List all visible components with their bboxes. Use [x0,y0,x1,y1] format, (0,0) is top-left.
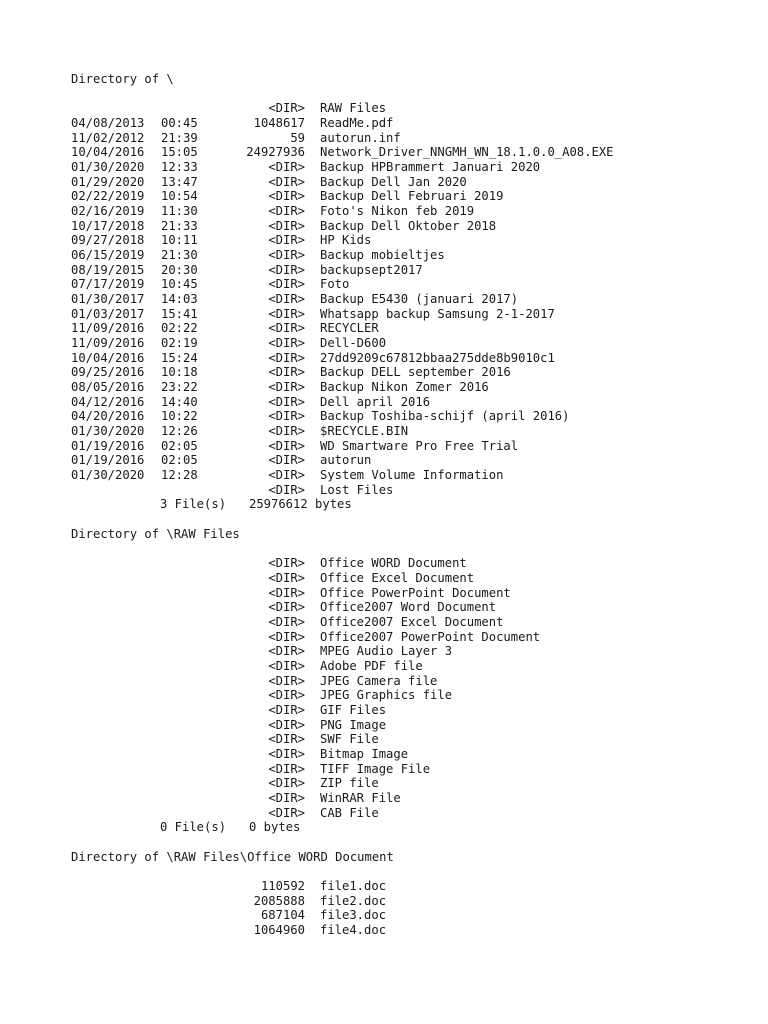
entry-name: Office2007 PowerPoint Document [320,629,541,644]
listing-row [71,556,751,571]
blank-line [71,864,751,879]
listing-row [71,233,751,248]
listing-row [71,204,751,219]
entry-date: 11/09/2016 [71,321,145,336]
entry-name: backupsept2017 [320,262,423,277]
entry-name: Backup E5430 (januari 2017) [320,292,519,307]
file-count: 0 File(s) [160,820,227,835]
entry-date: 11/02/2012 [71,130,145,145]
listing-row [71,292,751,307]
dir-marker: <DIR> [268,262,305,277]
total-bytes: 0 bytes [249,820,301,835]
listing-row [71,923,751,938]
entry-time: 12:33 [161,160,198,175]
entry-name: PNG Image [320,717,387,732]
entry-name: TIFF Image File [320,761,431,776]
dir-marker: <DIR> [268,380,305,395]
directory-header-text: Directory of \RAW Files [71,526,240,541]
dir-marker: <DIR> [268,614,305,629]
entry-date: 01/30/2020 [71,160,145,175]
entry-time: 13:47 [161,174,198,189]
entry-time: 00:45 [161,116,198,131]
entry-size: 2085888 [253,893,305,908]
entry-date: 09/27/2018 [71,233,145,248]
directory-header [71,527,751,542]
entry-date: 11/09/2016 [71,336,145,351]
dir-marker: <DIR> [268,746,305,761]
entry-time: 10:11 [161,233,198,248]
listing-row [71,747,751,762]
entry-name: Office2007 Word Document [320,600,497,615]
listing-row [71,439,751,454]
entry-name: ZIP file [320,776,379,791]
dir-marker: <DIR> [268,776,305,791]
entry-date: 10/04/2016 [71,145,145,160]
listing-row [71,908,751,923]
listing-row [71,424,751,439]
listing-row [71,600,751,615]
entry-date: 08/05/2016 [71,380,145,395]
dir-marker: <DIR> [268,306,305,321]
entry-date: 01/03/2017 [71,306,145,321]
dir-marker: <DIR> [268,218,305,233]
entry-time: 15:05 [161,145,198,160]
listing-row [71,380,751,395]
listing-row [71,453,751,468]
blank-line [71,542,751,557]
entry-name: $RECYCLE.BIN [320,424,409,439]
listing-row [71,762,751,777]
listing-row [71,160,751,175]
entry-name: Backup mobieltjes [320,248,445,263]
entry-name: file2.doc [320,893,387,908]
dir-marker: <DIR> [268,409,305,424]
entry-date: 01/19/2016 [71,453,145,468]
entry-date: 02/22/2019 [71,189,145,204]
entry-time: 21:30 [161,248,198,263]
listing-row [71,409,751,424]
listing-row [71,571,751,586]
entry-date: 01/30/2017 [71,292,145,307]
entry-name: 27dd9209c67812bbaa275dde8b9010c1 [320,350,555,365]
listing-row [71,732,751,747]
entry-date: 08/19/2015 [71,262,145,277]
entry-date: 02/16/2019 [71,204,145,219]
summary-row [71,497,751,512]
entry-time: 21:33 [161,218,198,233]
listing-row [71,219,751,234]
entry-name: JPEG Graphics file [320,688,453,703]
entry-name: autorun.inf [320,130,401,145]
entry-name: Backup DELL september 2016 [320,365,511,380]
dir-marker: <DIR> [268,248,305,263]
listing-row [71,189,751,204]
entry-name: Office PowerPoint Document [320,585,511,600]
summary-row [71,820,751,835]
dir-marker: <DIR> [268,761,305,776]
listing-row [71,263,751,278]
entry-name: SWF File [320,732,379,747]
blank-line [71,835,751,850]
entry-date: 10/04/2016 [71,350,145,365]
entry-date: 06/15/2019 [71,248,145,263]
entry-date: 01/30/2020 [71,468,145,483]
dir-marker: <DIR> [268,482,305,497]
entry-name: HP Kids [320,233,372,248]
dir-marker: <DIR> [268,702,305,717]
dir-marker: <DIR> [268,556,305,571]
dir-marker: <DIR> [268,585,305,600]
listing-row [71,776,751,791]
listing-row [71,586,751,601]
dir-marker: <DIR> [268,629,305,644]
entry-time: 10:45 [161,277,198,292]
dir-marker: <DIR> [268,468,305,483]
directory-header-text: Directory of \ [71,72,174,86]
blank-line [71,512,751,527]
entry-name: Bitmap Image [320,746,409,761]
listing-row [71,791,751,806]
entry-time: 12:26 [161,424,198,439]
directory-listing [71,72,751,938]
listing-row [71,894,751,909]
entry-name: Lost Files [320,482,394,497]
entry-time: 14:03 [161,292,198,307]
dir-marker: <DIR> [268,570,305,585]
entry-name: GIF Files [320,702,387,717]
entry-time: 21:39 [161,130,198,145]
entry-time: 10:18 [161,365,198,380]
listing-row [71,145,751,160]
entry-name: CAB File [320,805,379,820]
entry-date: 04/12/2016 [71,394,145,409]
listing-row [71,395,751,410]
total-bytes: 25976612 bytes [249,497,352,512]
entry-time: 14:40 [161,394,198,409]
entry-name: Network_Driver_NNGMH_WN_18.1.0.0_A08.EXE [320,145,614,160]
listing-row [71,248,751,263]
dir-marker: <DIR> [268,790,305,805]
dir-marker: <DIR> [268,350,305,365]
dir-marker: <DIR> [268,160,305,175]
file-count: 3 File(s) [160,497,227,512]
entry-name: Backup Dell Jan 2020 [320,174,467,189]
listing-row [71,116,751,131]
entry-name: Dell april 2016 [320,394,431,409]
entry-name: file4.doc [320,922,387,937]
directory-header [71,72,751,87]
listing-row [71,483,751,498]
entry-name: MPEG Audio Layer 3 [320,644,453,659]
entry-name: WinRAR File [320,790,401,805]
listing-row [71,321,751,336]
entry-size: 110592 [260,878,305,893]
entry-date: 01/30/2020 [71,424,145,439]
entry-name: file1.doc [320,878,387,893]
listing-row [71,307,751,322]
listing-row [71,615,751,630]
entry-name: file3.doc [320,908,387,923]
entry-name: Whatsapp backup Samsung 2-1-2017 [320,306,555,321]
dir-marker: <DIR> [268,453,305,468]
dir-marker: <DIR> [268,101,305,116]
entry-date: 04/20/2016 [71,409,145,424]
dir-marker: <DIR> [268,292,305,307]
dir-marker: <DIR> [268,717,305,732]
dir-marker: <DIR> [268,174,305,189]
entry-time: 02:05 [161,453,198,468]
dir-marker: <DIR> [268,424,305,439]
entry-time: 10:22 [161,409,198,424]
listing-row [71,718,751,733]
listing-row [71,806,751,821]
entry-time: 23:22 [161,380,198,395]
dir-marker: <DIR> [268,600,305,615]
dir-marker: <DIR> [268,438,305,453]
entry-name: Adobe PDF file [320,658,423,673]
entry-name: ReadMe.pdf [320,116,394,131]
directory-header-text: Directory of \RAW Files\Office WORD Document [71,849,394,864]
listing-row [71,674,751,689]
entry-name: RECYCLER [320,321,379,336]
entry-name: System Volume Information [320,468,504,483]
listing-row [71,175,751,190]
listing-row [71,644,751,659]
entry-name: Foto [320,277,350,292]
listing-row [71,630,751,645]
entry-time: 02:22 [161,321,198,336]
entry-name: Office WORD Document [320,556,467,571]
listing-row [71,336,751,351]
dir-marker: <DIR> [268,805,305,820]
entry-date: 10/17/2018 [71,218,145,233]
entry-size: 59 [290,130,305,145]
listing-row [71,468,751,483]
entry-time: 11:30 [161,204,198,219]
entry-time: 20:30 [161,262,198,277]
listing-row [71,703,751,718]
blank-line [71,87,751,102]
entry-date: 07/17/2019 [71,277,145,292]
entry-time: 10:54 [161,189,198,204]
listing-row [71,131,751,146]
dir-marker: <DIR> [268,644,305,659]
dir-marker: <DIR> [268,365,305,380]
entry-time: 15:24 [161,350,198,365]
entry-size: 687104 [260,908,305,923]
entry-name: Backup Dell Februari 2019 [320,189,504,204]
entry-name: Backup Dell Oktober 2018 [320,218,497,233]
directory-header [71,850,751,865]
entry-size: 24927936 [246,145,305,160]
dir-marker: <DIR> [268,688,305,703]
entry-time: 02:05 [161,438,198,453]
dir-marker: <DIR> [268,189,305,204]
dir-marker: <DIR> [268,732,305,747]
entry-name: Backup Nikon Zomer 2016 [320,380,489,395]
listing-row [71,101,751,116]
entry-date: 04/08/2013 [71,116,145,131]
entry-name: autorun [320,453,372,468]
entry-size: 1064960 [253,922,305,937]
dir-marker: <DIR> [268,233,305,248]
entry-name: Backup HPBrammert Januari 2020 [320,160,541,175]
listing-row [71,365,751,380]
entry-time: 02:19 [161,336,198,351]
dir-marker: <DIR> [268,658,305,673]
entry-date: 01/19/2016 [71,438,145,453]
dir-marker: <DIR> [268,204,305,219]
entry-name: JPEG Camera file [320,673,438,688]
listing-row [71,351,751,366]
entry-size: 1048617 [253,116,305,131]
dir-marker: <DIR> [268,394,305,409]
dir-marker: <DIR> [268,673,305,688]
entry-time: 12:28 [161,468,198,483]
entry-name: Dell-D600 [320,336,387,351]
entry-date: 09/25/2016 [71,365,145,380]
entry-name: Foto's Nikon feb 2019 [320,204,475,219]
dir-marker: <DIR> [268,336,305,351]
entry-name: Office Excel Document [320,570,475,585]
listing-row [71,688,751,703]
dir-marker: <DIR> [268,277,305,292]
listing-row [71,879,751,894]
listing-row [71,659,751,674]
entry-date: 01/29/2020 [71,174,145,189]
entry-name: WD Smartware Pro Free Trial [320,438,519,453]
entry-name: Office2007 Excel Document [320,614,504,629]
dir-marker: <DIR> [268,321,305,336]
entry-time: 15:41 [161,306,198,321]
entry-name: RAW Files [320,101,387,116]
listing-row [71,277,751,292]
entry-name: Backup Toshiba-schijf (april 2016) [320,409,570,424]
